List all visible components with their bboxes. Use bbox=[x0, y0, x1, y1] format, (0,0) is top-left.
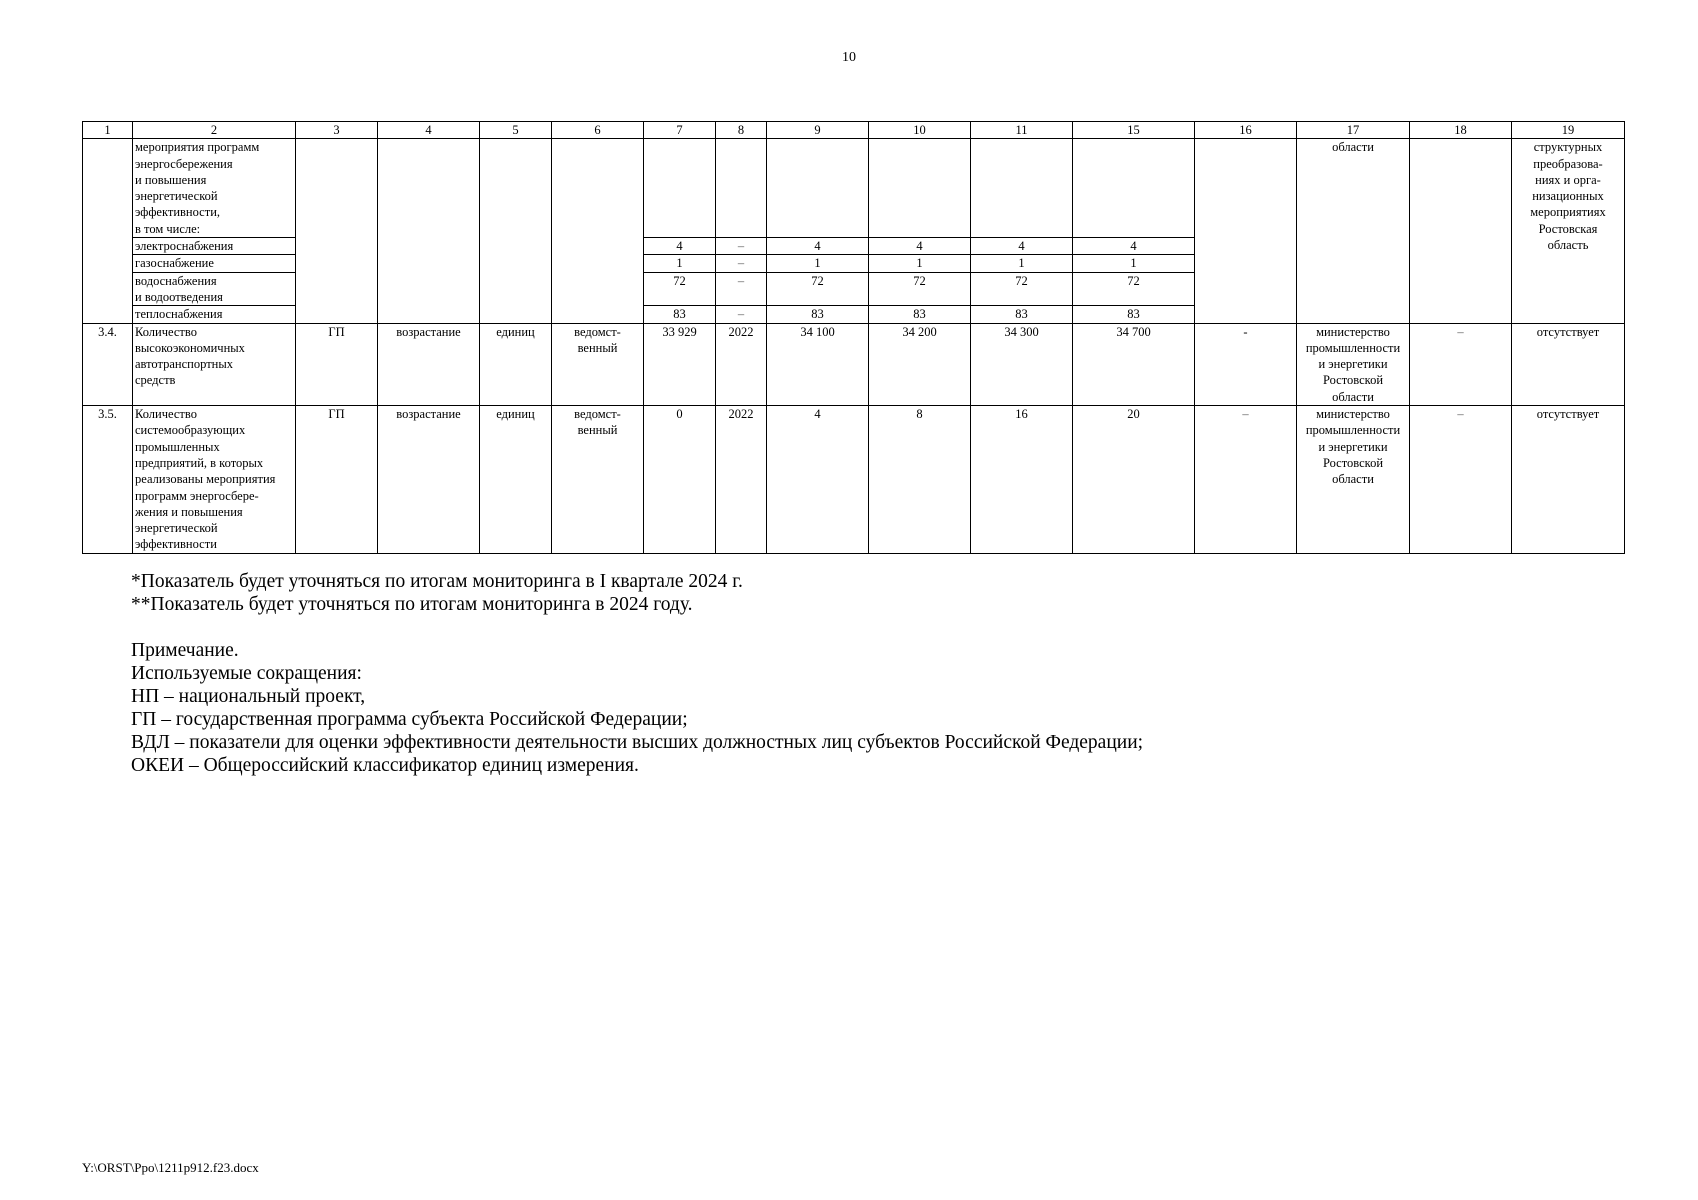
column-number-cell-text: 8 bbox=[737, 123, 745, 137]
value-cell bbox=[644, 139, 716, 238]
value-cell bbox=[1073, 272, 1195, 306]
column-number-cell-text: 2 bbox=[210, 123, 218, 137]
value-cell bbox=[767, 406, 869, 554]
value-cell bbox=[869, 406, 971, 554]
value-cell-text: 72 bbox=[913, 273, 926, 288]
indicators-table bbox=[82, 121, 1625, 554]
responsible-cell bbox=[1297, 139, 1410, 323]
value-cell-text: 4 bbox=[916, 239, 923, 254]
indicator-name-cell-text: и повышения bbox=[135, 172, 207, 187]
indicator-name-cell-text: жения и повышения bbox=[135, 504, 243, 519]
type-cell-text: венный bbox=[577, 423, 618, 438]
value-cell bbox=[1073, 255, 1195, 272]
link-cell-text: ниях и орга- bbox=[1535, 172, 1601, 187]
abbr-np: НП – национальный проект, bbox=[131, 686, 366, 707]
column-number-cell bbox=[1512, 122, 1625, 139]
link-cell-text: низационных bbox=[1532, 189, 1604, 204]
column-number-cell bbox=[378, 122, 480, 139]
level-cell bbox=[296, 323, 378, 405]
value-cell bbox=[644, 238, 716, 255]
value-cell bbox=[869, 272, 971, 306]
link-cell-text: мероприятиях bbox=[1530, 205, 1606, 220]
col18-cell bbox=[1410, 139, 1512, 323]
value-cell bbox=[716, 255, 767, 272]
value-cell bbox=[971, 272, 1073, 306]
notes-block bbox=[131, 570, 1143, 777]
value-cell bbox=[1073, 323, 1195, 405]
level-cell bbox=[296, 139, 378, 323]
table-row bbox=[83, 323, 1625, 405]
column-number-cell bbox=[644, 122, 716, 139]
level-cell-text: ГП bbox=[328, 407, 345, 422]
value-cell-text: 4 bbox=[1018, 239, 1025, 254]
value-cell-text: 33 929 bbox=[662, 324, 697, 339]
column-number-row bbox=[83, 122, 1625, 139]
value-cell bbox=[1073, 238, 1195, 255]
trend-cell bbox=[378, 323, 480, 405]
value-cell-text: 20 bbox=[1127, 407, 1140, 422]
value-cell bbox=[644, 255, 716, 272]
value-cell bbox=[767, 272, 869, 306]
indicator-name-cell-text: Количество bbox=[135, 407, 197, 422]
value-cell bbox=[767, 306, 869, 323]
value-cell bbox=[1073, 406, 1195, 554]
value-cell-text: 83 bbox=[1127, 307, 1140, 322]
indicator-name-cell-text: средств bbox=[135, 373, 176, 388]
column-number-cell bbox=[1410, 122, 1512, 139]
column-number-cell-text: 11 bbox=[1015, 123, 1028, 137]
value-cell bbox=[767, 323, 869, 405]
subrow-name-cell-text: газоснабжение bbox=[135, 256, 214, 271]
value-cell-text: 2022 bbox=[728, 324, 754, 339]
trend-cell-text: возрастание bbox=[396, 407, 461, 422]
value-cell-text: 83 bbox=[673, 307, 686, 322]
value-cell bbox=[971, 306, 1073, 323]
value-cell-text: – bbox=[737, 256, 745, 271]
indicator-name-cell-text: энергосбережения bbox=[135, 156, 233, 171]
row-number-cell bbox=[83, 323, 133, 405]
indicator-name-cell-text: в том числе: bbox=[135, 221, 201, 236]
unit-cell-text: единиц bbox=[496, 407, 535, 422]
level-cell bbox=[296, 406, 378, 554]
type-cell bbox=[552, 323, 644, 405]
link-cell-text: отсутствует bbox=[1536, 407, 1600, 422]
link-cell bbox=[1512, 406, 1625, 554]
value-cell-text: 83 bbox=[1015, 307, 1028, 322]
indicator-name-cell-text: Количество bbox=[135, 324, 197, 339]
column-number-cell bbox=[1073, 122, 1195, 139]
value-cell bbox=[971, 238, 1073, 255]
indicator-name-cell-text: реализованы мероприятия bbox=[135, 472, 276, 487]
column-number-cell bbox=[552, 122, 644, 139]
type-cell-text: ведомст- bbox=[574, 324, 621, 339]
value-cell-text: 34 300 bbox=[1004, 324, 1039, 339]
value-cell-text: – bbox=[737, 239, 745, 254]
value-cell bbox=[716, 323, 767, 405]
abbreviations-title: Используемые сокращения: bbox=[131, 663, 362, 684]
value-cell bbox=[644, 323, 716, 405]
col16-cell-text: - bbox=[1243, 324, 1248, 339]
responsible-cell-text: промышленности bbox=[1305, 423, 1401, 438]
column-number-cell bbox=[971, 122, 1073, 139]
value-cell bbox=[971, 323, 1073, 405]
responsible-cell-text: области bbox=[1332, 472, 1374, 487]
col18-cell bbox=[1410, 323, 1512, 405]
indicator-name-cell bbox=[133, 406, 296, 554]
value-cell-text: 1 bbox=[916, 256, 923, 271]
value-cell bbox=[869, 139, 971, 238]
value-cell-text: – bbox=[737, 273, 745, 288]
row-number-cell-text: 3.4. bbox=[98, 324, 117, 339]
link-cell-text: область bbox=[1547, 238, 1589, 253]
indicator-name-cell-text: высокоэкономичных bbox=[135, 340, 245, 355]
responsible-cell-text: области bbox=[1332, 140, 1374, 155]
value-cell-text: – bbox=[737, 307, 745, 322]
responsible-cell-text: области bbox=[1332, 389, 1374, 404]
abbr-vdl: ВДЛ – показатели для оценки эффективности деятельности высших должностных лиц субъектов Российской Федерации; bbox=[131, 732, 1144, 753]
subrow-name-cell-text: и водоотведения bbox=[135, 289, 223, 304]
unit-cell-text: единиц bbox=[496, 324, 535, 339]
value-cell-text: 2022 bbox=[728, 407, 754, 422]
responsible-cell-text: министерство bbox=[1316, 407, 1390, 422]
value-cell-text: 1 bbox=[676, 256, 683, 271]
column-number-cell bbox=[767, 122, 869, 139]
link-cell bbox=[1512, 139, 1625, 323]
indicator-name-cell-text: энергетической bbox=[135, 521, 218, 536]
file-path: Y:\ORST\Ppo\1211p912.f23.docx bbox=[82, 1160, 259, 1175]
value-cell-text: 72 bbox=[1015, 273, 1028, 288]
col16-cell bbox=[1195, 139, 1297, 323]
value-cell-text: 83 bbox=[913, 307, 926, 322]
indicator-name-cell-text: промышленных bbox=[135, 439, 220, 454]
unit-cell bbox=[480, 406, 552, 554]
col18-cell bbox=[1410, 406, 1512, 554]
level-cell-text: ГП bbox=[328, 324, 345, 339]
value-cell bbox=[716, 272, 767, 306]
indicator-name-cell-text: эффективности bbox=[135, 537, 217, 552]
value-cell bbox=[644, 306, 716, 323]
link-cell bbox=[1512, 323, 1625, 405]
responsible-cell bbox=[1297, 323, 1410, 405]
subrow-name-cell bbox=[133, 272, 296, 306]
value-cell bbox=[767, 238, 869, 255]
unit-cell bbox=[480, 139, 552, 323]
value-cell-text: 72 bbox=[673, 273, 686, 288]
value-cell bbox=[644, 272, 716, 306]
col16-cell bbox=[1195, 406, 1297, 554]
col16-cell bbox=[1195, 323, 1297, 405]
value-cell bbox=[1073, 139, 1195, 238]
indicator-name-cell bbox=[133, 139, 296, 238]
column-number-cell-text: 4 bbox=[425, 123, 432, 137]
trend-cell-text: возрастание bbox=[396, 324, 461, 339]
responsible-cell-text: и энергетики bbox=[1318, 357, 1388, 372]
type-cell bbox=[552, 139, 644, 323]
abbr-okei: ОКЕИ – Общероссийский классификатор единиц измерения. bbox=[131, 755, 639, 776]
responsible-cell-text: Ростовской bbox=[1322, 455, 1384, 470]
subrow-name-cell bbox=[133, 238, 296, 255]
value-cell bbox=[869, 255, 971, 272]
link-cell-text: Ростовская bbox=[1538, 221, 1598, 236]
table-row bbox=[83, 406, 1625, 554]
value-cell-text: 4 bbox=[1130, 239, 1137, 254]
trend-cell bbox=[378, 139, 480, 323]
indicator-name-cell-text: предприятий, в которых bbox=[135, 455, 264, 470]
value-cell bbox=[869, 323, 971, 405]
footnote-double-star: **Показатель будет уточняться по итогам мониторинга в 2024 году. bbox=[131, 594, 693, 615]
value-cell bbox=[1073, 306, 1195, 323]
col16-cell-text: – bbox=[1242, 407, 1249, 422]
column-number-cell-text: 18 bbox=[1454, 123, 1467, 137]
footnote-single-star: *Показатель будет уточняться по итогам мониторинга в I квартале 2024 г. bbox=[131, 571, 743, 592]
responsible-cell-text: промышленности bbox=[1305, 340, 1401, 355]
col18-cell-text: – bbox=[1457, 324, 1464, 339]
value-cell-text: 1 bbox=[814, 256, 821, 271]
column-number-cell-text: 19 bbox=[1561, 123, 1575, 137]
value-cell-text: 34 100 bbox=[800, 324, 835, 339]
responsible-cell-text: и энергетики bbox=[1318, 439, 1388, 454]
value-cell bbox=[869, 238, 971, 255]
value-cell bbox=[971, 255, 1073, 272]
value-cell bbox=[767, 139, 869, 238]
column-number-cell bbox=[296, 122, 378, 139]
value-cell-text: 0 bbox=[676, 407, 683, 422]
column-number-cell bbox=[133, 122, 296, 139]
column-number-cell bbox=[716, 122, 767, 139]
value-cell bbox=[971, 139, 1073, 238]
type-cell-text: венный bbox=[577, 340, 618, 355]
column-number-cell-text: 17 bbox=[1346, 123, 1360, 137]
value-cell-text: 72 bbox=[811, 273, 824, 288]
column-number-cell-text: 6 bbox=[594, 123, 601, 137]
trend-cell bbox=[378, 406, 480, 554]
type-cell bbox=[552, 406, 644, 554]
value-cell bbox=[971, 406, 1073, 554]
link-cell-text: преобразова- bbox=[1533, 156, 1603, 171]
remark-heading: Примечание. bbox=[131, 640, 239, 661]
column-number-cell-text: 10 bbox=[913, 123, 926, 137]
value-cell-text: 83 bbox=[811, 307, 824, 322]
value-cell-text: 1 bbox=[1018, 256, 1025, 271]
value-cell-text: 4 bbox=[814, 407, 821, 422]
value-cell-text: 4 bbox=[814, 239, 821, 254]
indicator-name-cell-text: энергетической bbox=[135, 189, 218, 204]
responsible-cell-text: министерство bbox=[1316, 324, 1390, 339]
value-cell-text: 1 bbox=[1130, 256, 1137, 271]
subrow-name-cell-text: водоснабжения bbox=[135, 273, 217, 288]
row-number-cell-text: 3.5. bbox=[98, 407, 117, 422]
indicator-name-cell-text: эффективности, bbox=[135, 205, 221, 220]
column-number-cell bbox=[480, 122, 552, 139]
value-cell bbox=[869, 306, 971, 323]
column-number-cell-text: 9 bbox=[814, 123, 821, 137]
indicator-name-cell-text: автотранспортных bbox=[135, 357, 233, 372]
column-number-cell-text: 15 bbox=[1127, 123, 1140, 137]
unit-cell bbox=[480, 323, 552, 405]
column-number-cell bbox=[869, 122, 971, 139]
row-number-cell bbox=[83, 139, 133, 323]
subrow-name-cell bbox=[133, 255, 296, 272]
row-number-cell bbox=[83, 406, 133, 554]
indicator-name-cell bbox=[133, 323, 296, 405]
subrow-name-cell bbox=[133, 306, 296, 323]
table-row bbox=[83, 139, 1625, 238]
column-number-cell-text: 5 bbox=[512, 123, 519, 137]
responsible-cell bbox=[1297, 406, 1410, 554]
column-number-cell bbox=[83, 122, 133, 139]
column-number-cell bbox=[1297, 122, 1410, 139]
value-cell bbox=[767, 255, 869, 272]
column-number-cell-text: 7 bbox=[676, 123, 683, 137]
value-cell-text: 8 bbox=[916, 407, 923, 422]
value-cell-text: 34 200 bbox=[902, 324, 937, 339]
value-cell bbox=[716, 238, 767, 255]
type-cell-text: ведомст- bbox=[574, 407, 621, 422]
column-number-cell-text: 1 bbox=[104, 123, 111, 137]
value-cell-text: 34 700 bbox=[1116, 324, 1151, 339]
page-number: 10 bbox=[842, 50, 856, 65]
abbr-gp: ГП – государственная программа субъекта Российской Федерации; bbox=[131, 709, 688, 730]
responsible-cell-text: Ростовской bbox=[1322, 373, 1384, 388]
value-cell-text: 72 bbox=[1127, 273, 1140, 288]
subrow-name-cell-text: теплоснабжения bbox=[135, 307, 223, 322]
value-cell-text: 16 bbox=[1015, 407, 1028, 422]
link-cell-text: отсутствует bbox=[1536, 324, 1600, 339]
value-cell bbox=[644, 406, 716, 554]
value-cell bbox=[716, 139, 767, 238]
subrow-name-cell-text: электроснабжения bbox=[135, 239, 234, 254]
link-cell-text: структурных bbox=[1533, 140, 1603, 155]
column-number-cell bbox=[1195, 122, 1297, 139]
indicator-name-cell-text: системообразующих bbox=[135, 423, 246, 438]
value-cell bbox=[716, 306, 767, 323]
indicator-name-cell-text: мероприятия программ bbox=[135, 140, 260, 155]
col18-cell-text: – bbox=[1457, 407, 1464, 422]
value-cell-text: 4 bbox=[676, 239, 683, 254]
indicator-name-cell-text: программ энергосбере- bbox=[135, 488, 259, 503]
column-number-cell-text: 3 bbox=[333, 123, 340, 137]
column-number-cell-text: 16 bbox=[1239, 123, 1252, 137]
value-cell bbox=[716, 406, 767, 554]
